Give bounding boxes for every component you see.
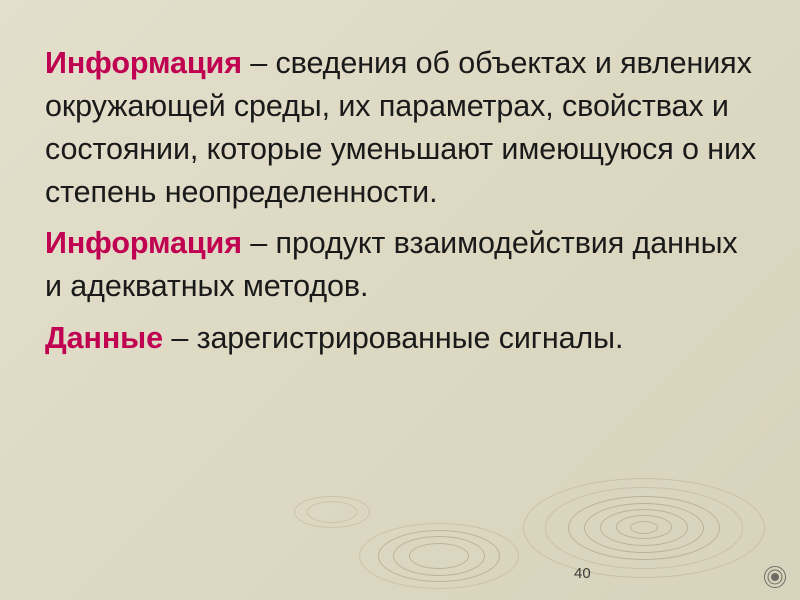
definition-text-2: – продукт взаимодействия данных и адекватных методов. — [45, 226, 738, 304]
paragraph-information-product — [45, 222, 760, 308]
definition-text-1: – сведения об объектах и явлениях окружающей среды, их параметрах, свойствах и состоянии, которые уменьшают имеющуюся о них степень неопределенности. — [45, 46, 757, 209]
definition-text-3: – зарегистрированные сигналы. — [162, 321, 624, 356]
term-informatsiya-2: Информация — [45, 226, 242, 261]
term-dannye: Данные — [45, 321, 163, 356]
page-number: 40 — [574, 565, 591, 582]
paragraph-information-definition — [45, 42, 760, 213]
paragraph-data-definition — [45, 317, 760, 360]
term-informatsiya-1: Информация — [45, 46, 242, 80]
ripple-mark-icon — [764, 566, 786, 588]
water-ripples-decoration — [280, 340, 800, 600]
slide-body — [45, 42, 760, 362]
